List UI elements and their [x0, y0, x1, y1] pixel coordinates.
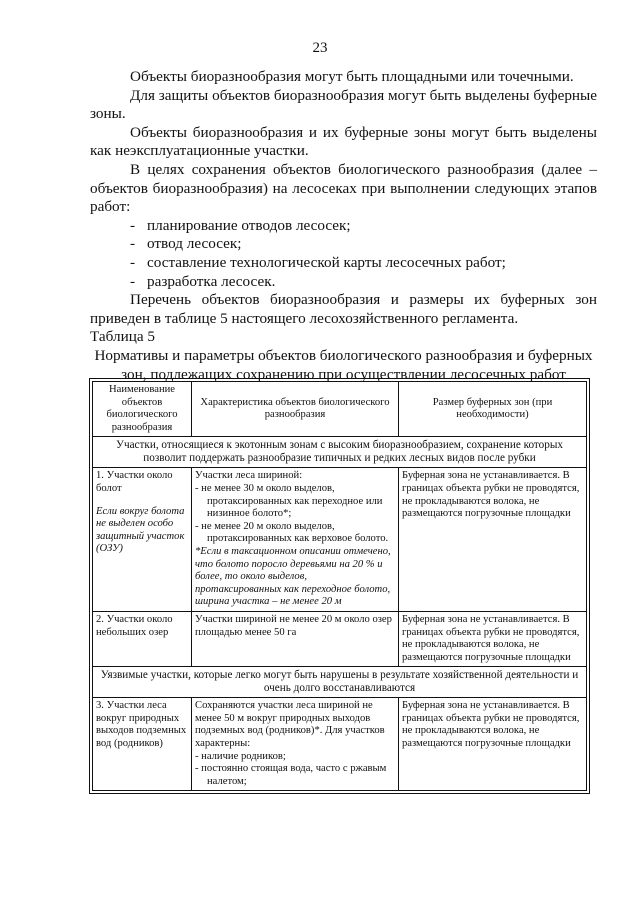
row-footnote: *Если в таксационном описании отмечено, что болото поросло деревьями на 20 % и более, то около выделов, протаксированных как переходное болото, ширина участка – не менее 20 м [195, 545, 391, 608]
row-buffer: Буферная зона не устанавливается. В границах объекта рубки не проводятся, не прокладываются волока, не размещаются погрузочные площадки [399, 468, 587, 612]
row-characteristic: Участки леса шириной: - не менее 30 м около выделов, протаксированных как переходное или низинное болото*; - не менее 20 м около выделов, протаксированных как верховое болото. *Если в таксационном описании отмечено, что болото поросло деревьями на 20 % и более, то около выделов, протаксированных как переходное болото, ширина участка – не менее 20 м [192, 468, 399, 612]
header-characteristic: Характеристика объектов биологического разнообразия [192, 382, 399, 437]
list-item: - планирование отводов лесосек; [130, 216, 351, 234]
table-label: Таблица 5 [90, 328, 155, 346]
row-characteristic: Сохраняются участки леса шириной не менее 50 м вокруг природных выходов подземных вод (родников)*. Для участков характерны: - наличие родников; - постоянно стоящая вода, часто с ржавым налетом; [192, 698, 399, 791]
header-buffer: Размер буферных зон (при необходимости) [399, 382, 587, 437]
norms-table [92, 381, 587, 791]
row-name: 1. Участки около болот Если вокруг болота не выделен особо защитный участок (ОЗУ) [93, 468, 192, 612]
paragraph: Объекты биоразнообразия могут быть площадными или точечными. [130, 68, 574, 85]
work-stages-list [90, 217, 597, 291]
row-name: 3. Участки леса вокруг природных выходов подземных вод (родников) [93, 698, 192, 791]
row-name: 2. Участки около небольших озер [93, 611, 192, 666]
table-row [93, 611, 587, 666]
section-row [93, 437, 587, 468]
section-heading: Уязвимые участки, которые легко могут быть нарушены в результате хозяйственной деятельности и очень долго восстанавливаются [93, 667, 587, 698]
section-heading: Участки, относящиеся к экотонным зонам с высоким биоразнообразием, сохранение которых позволит поддержать разнообразие типичных и редких лесных видов после рубки [93, 437, 587, 468]
list-item: - разработка лесосек. [130, 272, 276, 290]
row-buffer: Буферная зона не устанавливается. В границах объекта рубки не проводятся, не прокладываются волока, не размещаются погрузочные площадки [399, 698, 587, 791]
row-name-note: Если вокруг болота не выделен особо защитный участок (ОЗУ) [96, 505, 185, 555]
header-name: Наименование объектов биологического разнообразия [93, 382, 192, 437]
row-characteristic: Участки шириной не менее 20 м около озер площадью менее 50 га [192, 611, 399, 666]
paragraph: Для защиты объектов биоразнообразия могут быть выделены буферные зоны. [90, 86, 597, 123]
paragraph: Объекты биоразнообразия и их буферные зоны могут быть выделены как неэксплуатационные участки. [90, 123, 597, 160]
list-item: - составление технологической карты лесосечных работ; [130, 253, 506, 271]
table-title: Нормативы и параметры объектов биологического разнообразия и буферных зон, подлежащих сохранению при осуществлении лесосечных работ [94, 346, 593, 383]
table-header-row [93, 382, 587, 437]
paragraph: В целях сохранения объектов биологического разнообразия (далее – объектов биоразнообразия) на лесосеках при выполнении следующих этапов работ: [90, 160, 597, 216]
table-row [93, 468, 587, 612]
row-buffer: Буферная зона не устанавливается. В границах объекта рубки не проводятся, не прокладываются волока, не размещаются погрузочные площадки [399, 611, 587, 666]
table-row [93, 698, 587, 791]
section-row [93, 667, 587, 698]
body-text [90, 68, 597, 384]
page-number: 23 [312, 40, 328, 56]
paragraph: Перечень объектов биоразнообразия и размеры их буферных зон приведен в таблице 5 настоящего лесохозяйственного регламента. [90, 291, 597, 327]
list-item: - отвод лесосек; [130, 235, 242, 253]
